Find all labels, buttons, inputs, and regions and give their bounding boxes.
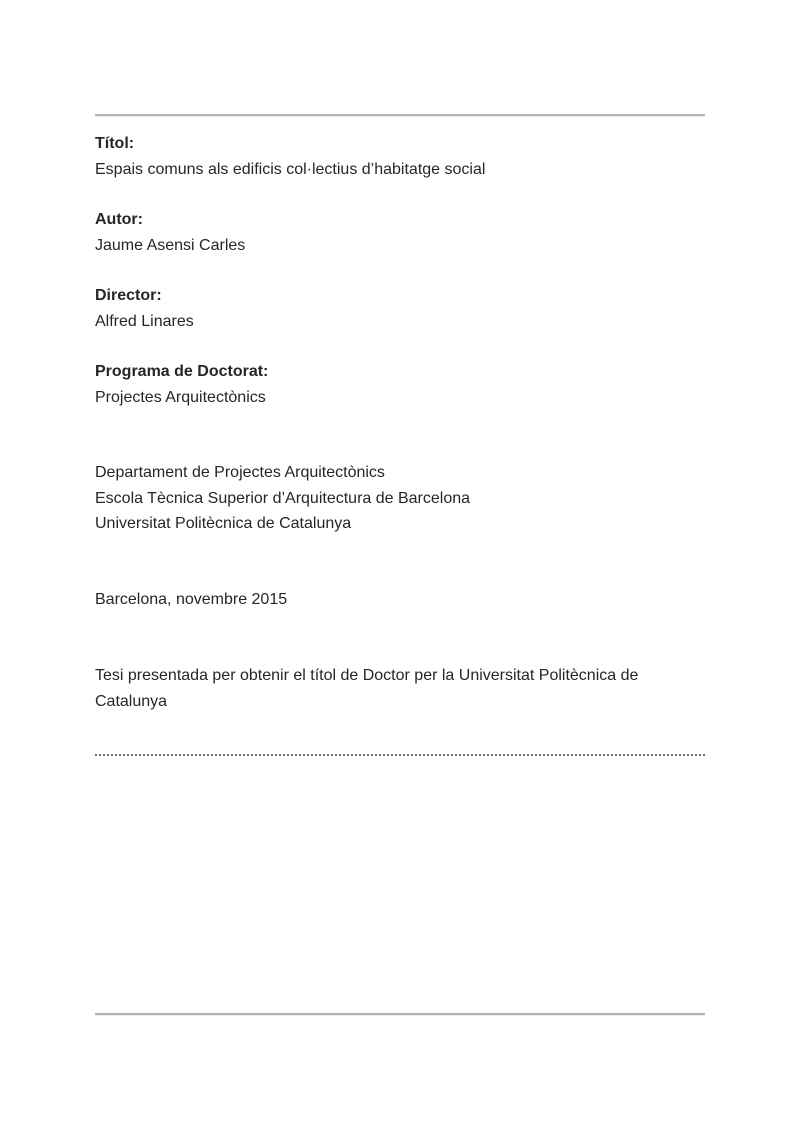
field-programa-label: Programa de Doctorat: bbox=[95, 363, 269, 380]
field-autor bbox=[95, 207, 705, 258]
thesis-statement: Tesi presentada per obtenir el títol de Doctor per la Universitat Politècnica de Catalunya bbox=[95, 667, 639, 710]
signature-dotted-line bbox=[95, 754, 705, 756]
field-programa-value: Projectes Arquitectònics bbox=[95, 388, 266, 406]
field-titol bbox=[95, 131, 705, 182]
affiliation-school: Escola Tècnica Superior d’Arquitectura de Barcelona bbox=[95, 489, 471, 507]
field-programa bbox=[95, 359, 705, 410]
affiliation-block bbox=[95, 460, 705, 537]
field-director-label: Director: bbox=[95, 287, 162, 304]
place-date-line: Barcelona, novembre 2015 bbox=[95, 590, 288, 608]
field-titol-label: Títol: bbox=[95, 135, 135, 152]
field-director-value: Alfred Linares bbox=[95, 312, 194, 330]
affiliation-university: Universitat Politècnica de Catalunya bbox=[95, 515, 352, 532]
affiliation-department: Departament de Projectes Arquitectònics bbox=[95, 464, 385, 481]
field-autor-value: Jaume Asensi Carles bbox=[95, 236, 246, 254]
bottom-divider bbox=[95, 1013, 705, 1016]
top-divider bbox=[95, 114, 705, 117]
field-titol-value: Espais comuns als edificis col·lectius d’habitatge social bbox=[95, 160, 486, 178]
field-director bbox=[95, 283, 705, 334]
field-autor-label: Autor: bbox=[95, 211, 143, 228]
